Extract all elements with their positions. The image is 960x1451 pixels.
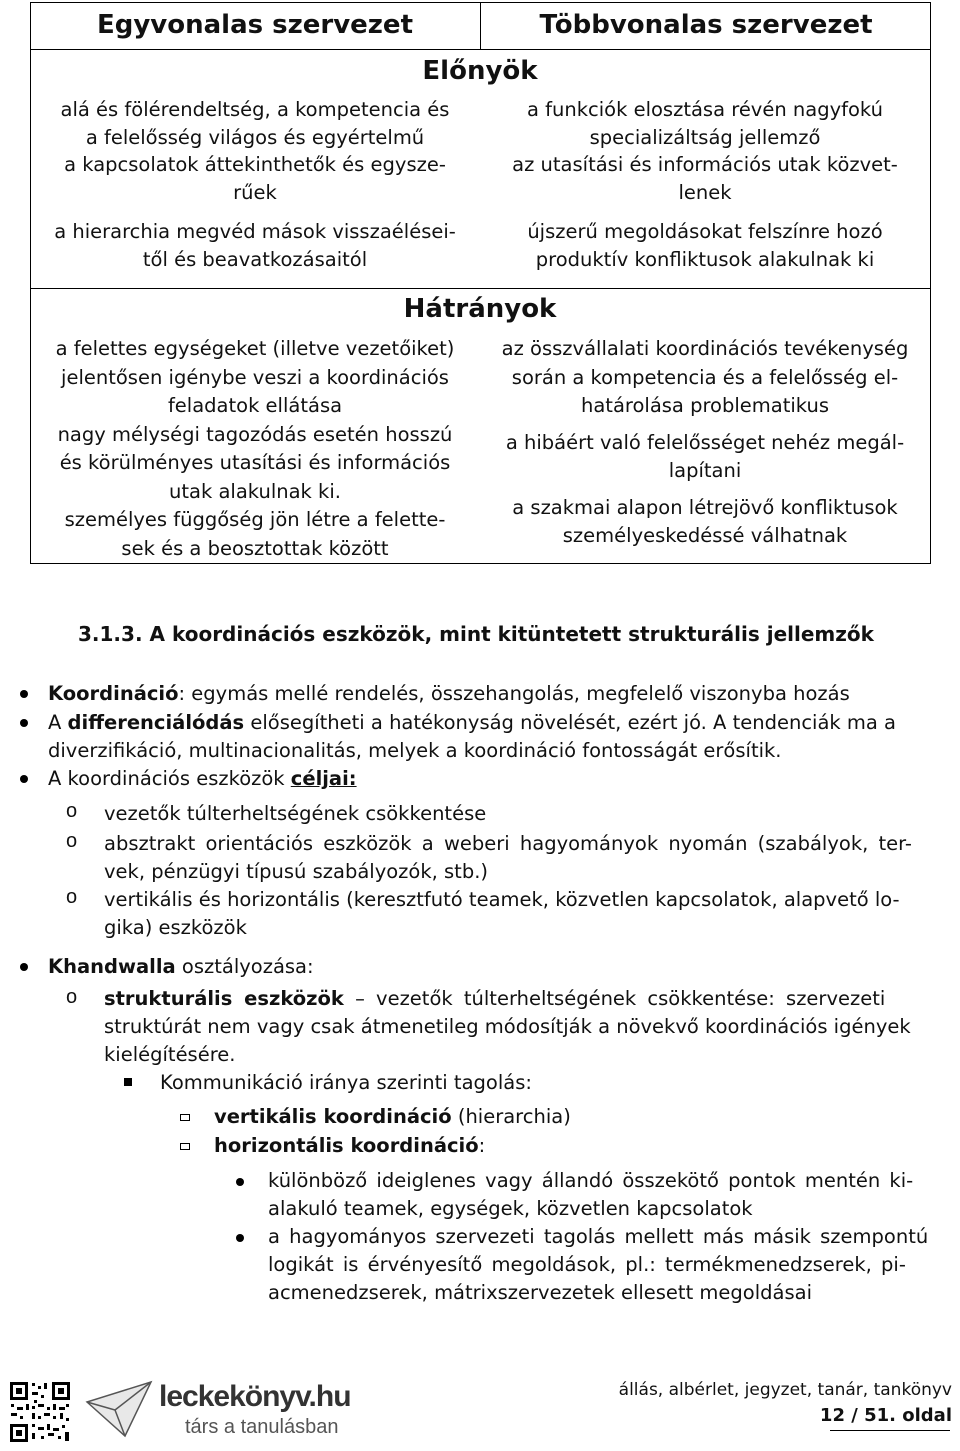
circle-bullet-icon: o: [66, 886, 78, 908]
advantages-label: Előnyök: [422, 56, 538, 86]
disadvantages-label: Hátrányok: [403, 294, 557, 324]
bullet-icon: [20, 719, 28, 727]
list-item: a szakmai alapon létrejövő konfliktusok személyeskedéssé válhatnak: [512, 495, 898, 547]
adv-right: [485, 96, 925, 279]
bullet-icon: [20, 690, 28, 698]
paper-plane-icon: [85, 1380, 155, 1440]
bullet-goals: A koordinációs eszközök céljai:: [48, 767, 357, 790]
bullet-differentiation-cont: diverzifikáció, multinacionalitás, melyek a koordináció fontosságát erősítik.: [48, 739, 782, 762]
page-number: 12 / 51. oldal: [819, 1405, 952, 1426]
footer-keywords: állás, albérlet, jegyzet, tanár, tankönyv: [618, 1380, 952, 1400]
structural-tools-cont: kielégítésére.: [104, 1043, 236, 1066]
horizontal-item: a hagyományos szervezeti tagolás mellett más másik szempontú: [268, 1225, 929, 1248]
square-bullet-icon: [124, 1078, 132, 1086]
goal-item-cont: vek, pénzügyi típusú szabályozók, stb.): [104, 860, 489, 883]
bullet-icon: [20, 963, 28, 971]
list-item: újszerű megoldásokat felszínre hozó produktív konfliktusok alakulnak ki: [527, 220, 883, 271]
bullet-icon: [236, 1234, 244, 1242]
list-item: nagy mélységi tagozódás esetén hosszú és körülményes utasítási és információs utak alakulnak ki.: [57, 422, 453, 503]
hollow-square-bullet-icon: [180, 1143, 190, 1150]
list-item: a kapcsolatok áttekinthetők és egysze- rűek: [64, 153, 446, 204]
list-item: az összvállalati koordinációs tevékenység során a kompetencia és a felelősség el- határolása problematikus: [501, 337, 909, 417]
site-logo: [85, 1376, 365, 1444]
structural-tools-cont: struktúrát nem vagy csak átmenetileg módosítják a növekvő koordinációs igények: [104, 1015, 911, 1038]
bullet-icon: [20, 775, 28, 783]
communication-item: Kommunikáció iránya szerinti tagolás:: [160, 1071, 532, 1094]
goal-item: vezetők túlterheltségének csökkentése: [104, 802, 487, 825]
horizontal-item: különböző ideiglenes vagy állandó összekötő pontok mentén ki-: [268, 1169, 914, 1192]
header-divider: [30, 49, 931, 50]
bullet-icon: [236, 1178, 244, 1186]
logo-tagline: társ a tanulásban: [185, 1416, 339, 1438]
goal-item: vertikális és horizontális (keresztfutó teamek, közvetlen kapcsolatok, alapvető lo-: [104, 888, 900, 911]
circle-bullet-icon: o: [66, 830, 78, 852]
adv-left: [35, 96, 475, 279]
goal-item: absztrakt orientációs eszközök a weberi hagyományok nyomán (szabályok, ter-: [104, 832, 912, 855]
col-right-title: Többvonalas szervezet: [539, 10, 873, 40]
horizontal-coordination: horizontális koordináció:: [214, 1134, 486, 1157]
qr-code-icon: [8, 1380, 72, 1444]
section-divider: [30, 288, 931, 289]
list-item: személyes függőség jön létre a felette- sek és a beosztottak között: [64, 508, 446, 560]
dis-left: [35, 335, 475, 569]
logo-text: leckekönyv.hu: [159, 1380, 351, 1413]
section-heading: 3.1.3. A koordinációs eszközök, mint kitüntetett strukturális jellemzők: [78, 622, 874, 646]
goal-item-cont: gika) eszközök: [104, 916, 247, 939]
dis-right: [485, 335, 925, 557]
list-item: a hibáért való felelősséget nehéz megál- lapítani: [505, 430, 905, 482]
col-left-title: Egyvonalas szervezet: [96, 10, 413, 40]
list-item: a funkciók elosztása révén nagyfokú specializáltság jellemző: [527, 98, 883, 149]
list-item: az utasítási és információs utak közvet- lenek: [512, 153, 898, 204]
list-item: a felettes egységeket (illetve vezetőiket) jelentősen igénybe veszi a koordinációs feladatok ellátása: [55, 337, 455, 417]
horizontal-item-cont: logikát is érvényesítő megoldások, pl.: termékmenedzserek, pi-: [268, 1253, 906, 1276]
list-item: a hierarchia megvéd mások visszaélései- től és beavatkozásaitól: [54, 220, 456, 271]
circle-bullet-icon: o: [66, 986, 78, 1008]
circle-bullet-icon: o: [66, 800, 78, 822]
footer-underline: [830, 1430, 950, 1431]
hollow-square-bullet-icon: [180, 1114, 190, 1121]
horizontal-item-cont: alakuló teamek, egységek, közvetlen kapcsolatok: [268, 1197, 753, 1220]
horizontal-item-cont: acmenedzserek, mátrixszervezetek ellesett megoldásai: [268, 1281, 812, 1304]
bullet-differentiation: A differenciálódás elősegítheti a hatékonyság növelését, ezért jó. A tendenciák ma a: [48, 711, 897, 734]
list-item: alá és fölérendeltség, a kompetencia és a felelősség világos és egyértelmű: [60, 98, 450, 149]
structural-tools: strukturális eszközök – vezetők túlterheltségének csökkentése: szervezeti: [104, 987, 886, 1010]
bullet-coordination: Koordináció: egymás mellé rendelés, összehangolás, megfelelő viszonyba hozás: [48, 682, 850, 705]
bullet-khandwalla: Khandwalla osztályozása:: [48, 955, 314, 978]
vertical-coordination: vertikális koordináció (hierarchia): [214, 1105, 571, 1128]
